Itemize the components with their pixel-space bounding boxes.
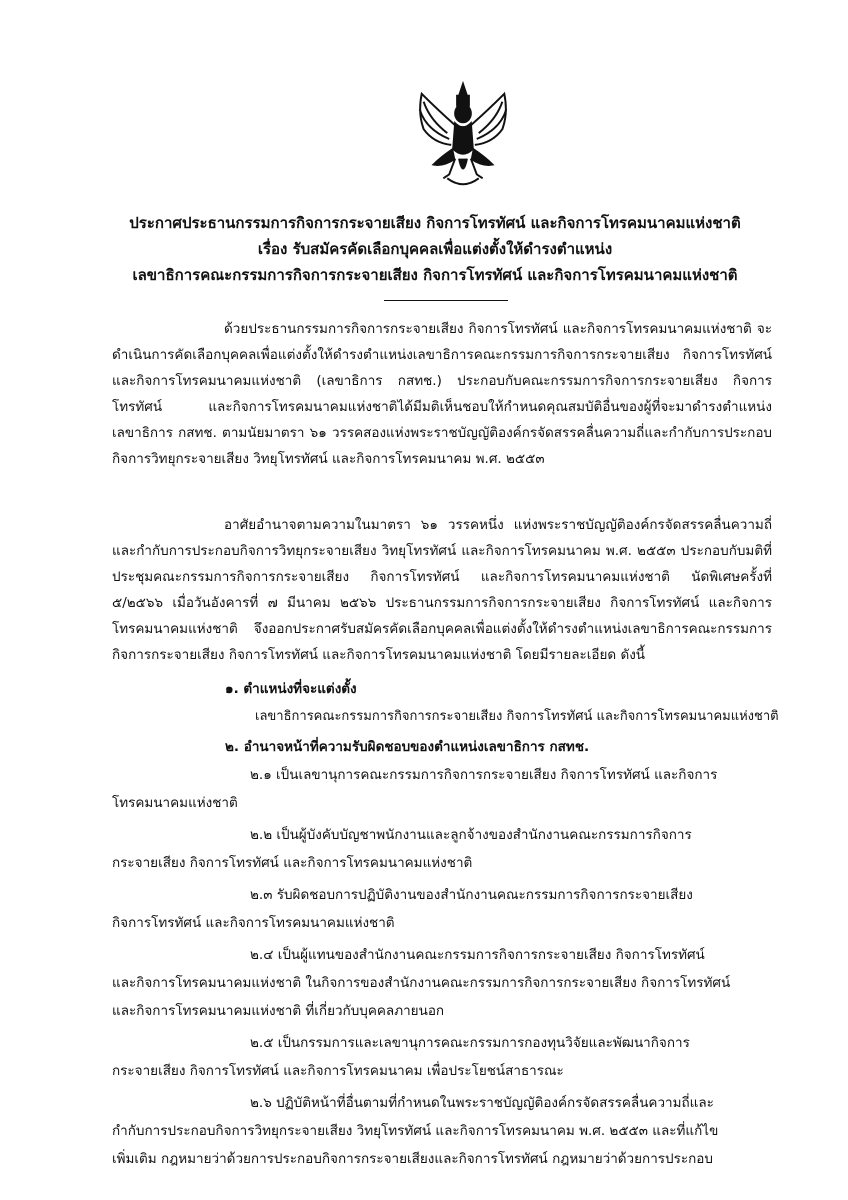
item-2-4-line3: และกิจการโทรคมนาคมแห่งชาติ ที่เกี่ยวกับบุคคลภายนอก [112,1003,445,1019]
item-2-6-line1: ๒.๖ ปฏิบัติหน้าที่อื่นตามที่กำหนดในพระราชบัญญัติองค์กรจัดสรรคลื่นความถี่และ [250,1095,714,1111]
announcement-title: ประกาศประธานกรรมการกิจการกระจายเสียง กิจการโทรทัศน์ และกิจการโทรคมนาคมแห่งชาติ [129,214,741,232]
item-2-4-line2: และกิจการโทรคมนาคมแห่งชาติ ในกิจการของสำนักงานคณะกรรมการกิจการกระจายเสียง กิจการโทรทัศน์ [112,975,731,991]
item-2-3-line1: ๒.๓ รับผิดชอบการปฏิบัติงานของสำนักงานคณะกรรมการกิจการกระจายเสียง [250,887,693,903]
item-2-4-line1: ๒.๔ เป็นผู้แทนของสำนักงานคณะกรรมการกิจการกระจายเสียง กิจการโทรทัศน์ [250,947,705,963]
item-2-5-line2: กระจายเสียง กิจการโทรทัศน์ และกิจการโทรคมนาคม เพื่อประโยชน์สาธารณะ [112,1063,564,1079]
announcement-position: เลขาธิการคณะกรรมการกิจการกระจายเสียง กิจการโทรทัศน์ และกิจการโทรคมนาคมแห่งชาติ [132,266,738,284]
paragraph-intro: ด้วยประธานกรรมการกิจการกระจายเสียง กิจการโทรทัศน์ และกิจการโทรคมนาคมแห่งชาติ จะดำเนินการคัดเลือกบุคคลเพื่อแต่งตั้งให้ดำรงตำแหน่งเลขาธิการคณะกรรมการกิจการกระจายเสียง กิจการโทรทัศน์ และกิจการโทรคมนาคมแห่งชาติ (เลขาธิการ กสทช.) ประกอบกับคณะกรรมการกิจการกระจายเสียง กิจการโทรทัศน์ และกิจการโทรคมนาคมแห่งชาติได้มีมติเห็นชอบให้กำหนดคุณสมบัติอื่นของผู้ที่จะมาดำรงตำแหน่งเลขาธิการ กสทช. ตามนัยมาตรา ๖๑ วรรคสองแห่งพระราชบัญญัติองค์กรจัดสรรคลื่นความถี่และกำกับการประกอบกิจการวิทยุกระจายเสียง วิทยุโทรทัศน์ และกิจการโทรคมนาคม พ.ศ. ๒๕๕๓ [112,321,772,467]
item-2-1-line1: ๒.๑ เป็นเลขานุการคณะกรรมการกิจการกระจายเสียง กิจการโทรทัศน์ และกิจการ [250,767,718,783]
section1-text: เลขาธิการคณะกรรมการกิจการกระจายเสียง กิจการโทรทัศน์ และกิจการโทรคมนาคมแห่งชาติ [255,709,779,724]
title-divider [384,300,508,301]
announcement-subject: เรื่อง รับสมัครคัดเลือกบุคคลเพื่อแต่งตั้งให้ดำรงตำแหน่ง [257,240,613,258]
item-2-3-line2: กิจการโทรทัศน์ และกิจการโทรคมนาคมแห่งชาติ [112,915,395,931]
item-2-1-line2: โทรคมนาคมแห่งชาติ [112,795,238,811]
section2-heading: ๒. อำนาจหน้าที่ความรับผิดชอบของตำแหน่งเลขาธิการ กสทช. [225,739,590,755]
item-2-6-line3: เพิ่มเติม กฎหมายว่าด้วยการประกอบกิจการกระจายเสียงและกิจการโทรทัศน์ กฎหมายว่าด้วยการประกอบ [112,1151,713,1167]
paragraph-authority: อาศัยอำนาจตามความในมาตรา ๖๑ วรรคหนึ่ง แห่งพระราชบัญญัติองค์กรจัดสรรคลื่นความถี่และกำกับการประกอบกิจการวิทยุกระจายเสียง วิทยุโทรทัศน์ และกิจการโทรคมนาคม พ.ศ. ๒๕๕๓ ประกอบกับมติที่ประชุมคณะกรรมการกิจการกระจายเสียง กิจการโทรทัศน์ และกิจการโทรคมนาคมแห่งชาติ นัดพิเศษครั้งที่ ๕/๒๕๖๖ เมื่อวันอังคารที่ ๗ มีนาคม ๒๕๖๖ ประธานกรรมการกิจการกระจายเสียง กิจการโทรทัศน์ และกิจการโทรคมนาคมแห่งชาติ จึงออกประกาศรับสมัครคัดเลือกบุคคลเพื่อแต่งตั้งให้ดำรงตำแหน่งเลขาธิการคณะกรรมการกิจการกระจายเสียง กิจการโทรทัศน์ และกิจการโทรคมนาคมแห่งชาติ โดยมีรายละเอียด ดังนี้ [112,517,772,663]
item-2-2-line1: ๒.๒ เป็นผู้บังคับบัญชาพนักงานและลูกจ้างของสำนักงานคณะกรรมการกิจการ [250,827,692,843]
item-2-2-line2: กระจายเสียง กิจการโทรทัศน์ และกิจการโทรคมนาคมแห่งชาติ [112,855,473,871]
section1-heading: ๑. ตำแหน่งที่จะแต่งตั้ง [225,681,357,697]
item-2-6-line2: กำกับการประกอบกิจการวิทยุกระจายเสียง วิทยุโทรทัศน์ และกิจการโทรคมนาคม พ.ศ. ๒๕๕๓ และที่แก้ไข [112,1123,719,1139]
item-2-5-line1: ๒.๕ เป็นกรรมการและเลขานุการคณะกรรมการกองทุนวิจัยและพัฒนากิจการ [250,1035,690,1051]
garuda-emblem-icon [404,80,522,198]
